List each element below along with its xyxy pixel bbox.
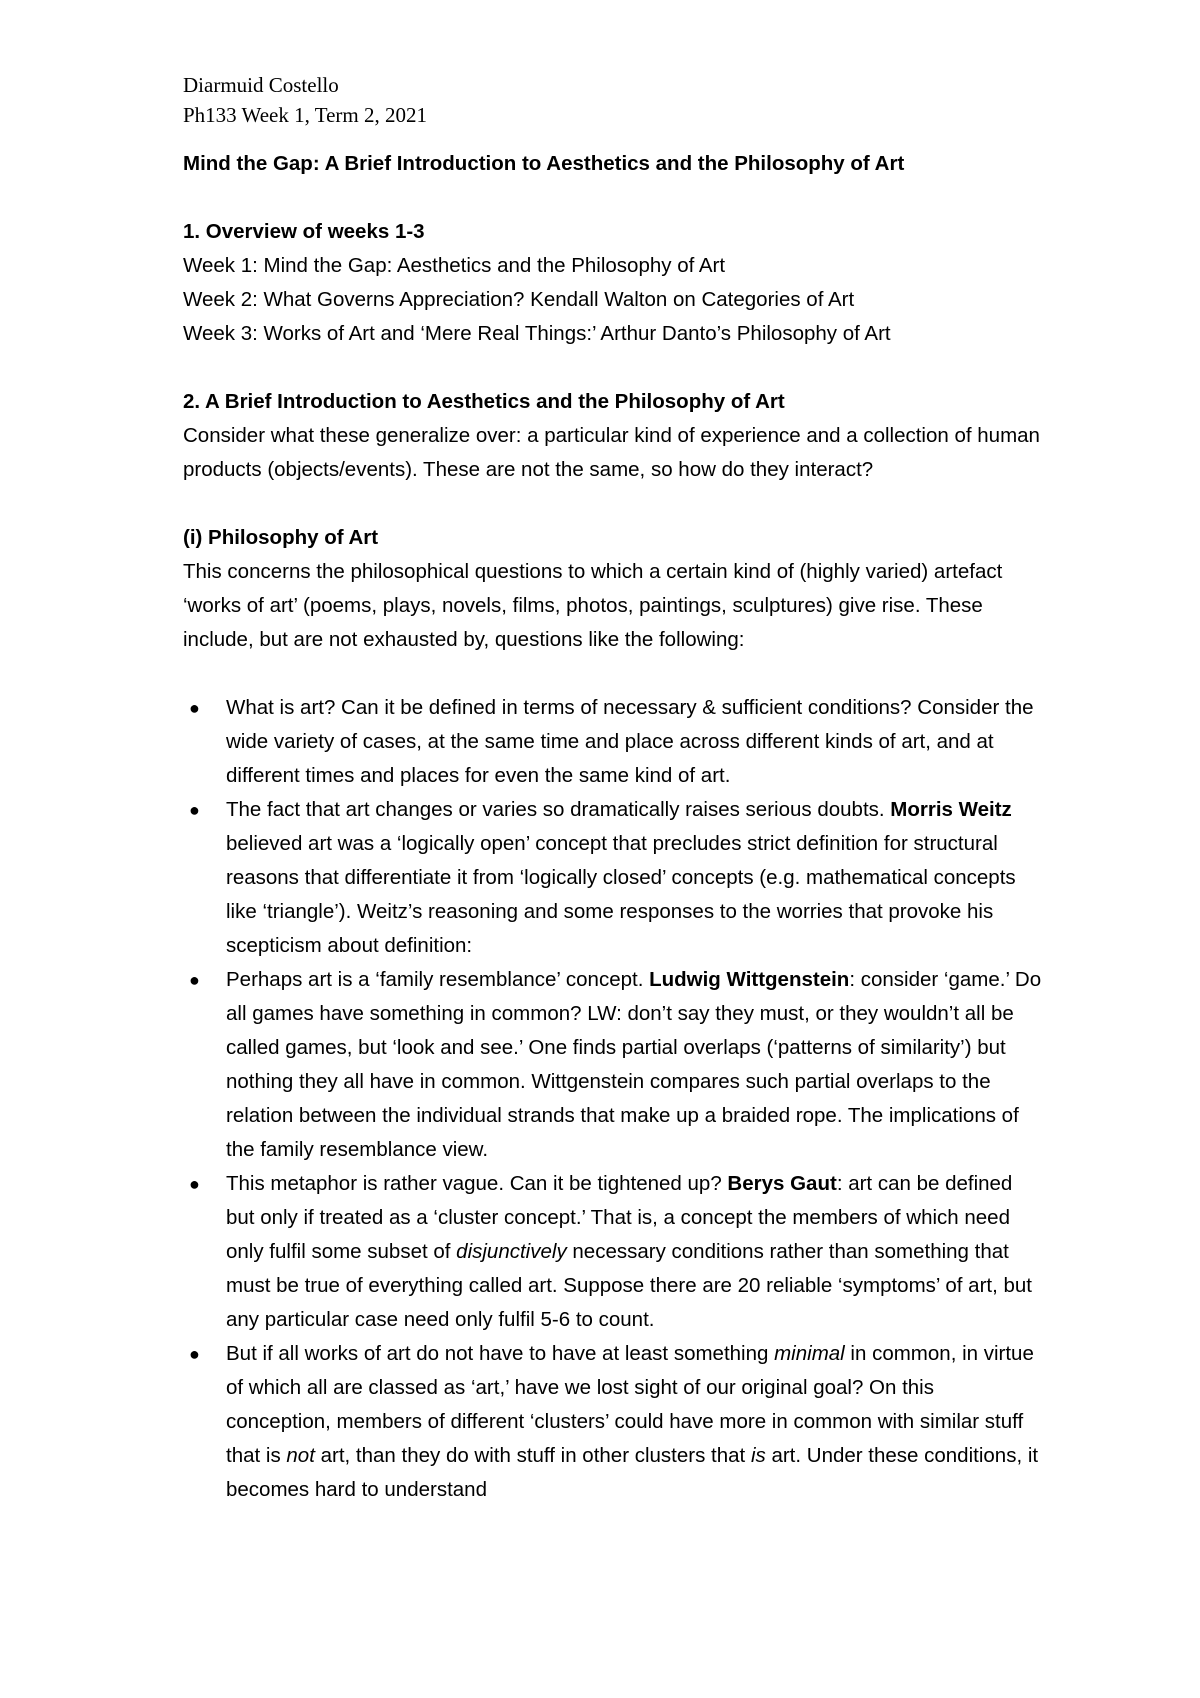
bullet-text: What is art? Can it be defined in terms of necessary & sufficient conditions? Consider the wide variety of cases, at the same time and place across different kinds of art, and at different times and places for even the same kind of art.: [226, 696, 1034, 787]
philosopher-name: Morris Weitz: [890, 798, 1012, 821]
intro-heading: 2. A Brief Introduction to Aesthetics and the Philosophy of Art: [183, 390, 785, 413]
document-content: [183, 70, 1043, 1507]
course-info: Ph133 Week 1, Term 2, 2021: [183, 103, 427, 127]
bullet-text: art. Under these conditions, it becomes hard to understand: [226, 1444, 1039, 1501]
bullet-text: : consider ‘game.’ Do all games have something in common? LW: don’t say they must, or they wouldn’t all be called games, but ‘look and see.’ One finds partial overlaps (‘patterns of similarity’) but nothing they all have in common. Wittgenstein compares such partial overlaps to the relation between the individual strands that make up a braided rope. The implications of the family resemblance view.: [226, 968, 1042, 1161]
philosophy-of-art-section: [183, 521, 1043, 657]
bullet-icon: ●: [189, 698, 200, 718]
bullet-text: Perhaps art is a ‘family resemblance’ concept.: [226, 968, 650, 991]
bullet-text: : art can be defined but only if treated as a ‘cluster concept.’ That is, a concept the members of which need only fulfil some subset of: [226, 1172, 1013, 1263]
philosophy-of-art-heading: (i) Philosophy of Art: [183, 526, 379, 549]
list-item: [183, 1167, 1043, 1337]
bullet-text: art, than they do with stuff in other clusters that: [314, 1444, 751, 1467]
questions-list: [183, 691, 1043, 1507]
list-item: [183, 1337, 1043, 1507]
bullet-text: The fact that art changes or varies so dramatically raises serious doubts.: [226, 798, 891, 821]
list-item: [183, 963, 1043, 1167]
list-item: [183, 793, 1043, 963]
bullet-text: believed art was a ‘logically open’ concept that precludes strict definition for structural reasons that differentiate it from ‘logically closed’ concepts (e.g. mathematical concepts like ‘triangle’). Weitz’s reasoning and some responses to the worries that provoke his scepticism about definition:: [226, 832, 1016, 957]
author-name: Diarmuid Costello: [183, 73, 339, 97]
intro-paragraph: Consider what these generalize over: a particular kind of experience and a collection of human products (objects/events). These are not the same, so how do they interact?: [183, 424, 1040, 481]
bullet-icon: ●: [189, 1174, 200, 1194]
week-3-line: Week 3: Works of Art and ‘Mere Real Things:’ Arthur Danto’s Philosophy of Art: [183, 322, 891, 345]
philosophy-of-art-paragraph: This concerns the philosophical questions to which a certain kind of (highly varied) artefact ‘works of art’ (poems, plays, novels, films, photos, paintings, sculptures) give rise. These include, but are not exhausted by, questions like the following:: [183, 560, 1003, 651]
week-2-line: Week 2: What Governs Appreciation? Kendall Walton on Categories of Art: [183, 288, 855, 311]
bullet-icon: ●: [189, 800, 200, 820]
intro-section: [183, 385, 1043, 487]
philosopher-name: Ludwig Wittgenstein: [649, 968, 850, 991]
bullet-icon: ●: [189, 1344, 200, 1364]
emphasis-text: minimal: [774, 1342, 845, 1365]
document-title: Mind the Gap: A Brief Introduction to Aesthetics and the Philosophy of Art: [183, 152, 905, 175]
emphasis-text: disjunctively: [456, 1240, 567, 1263]
list-item: [183, 691, 1043, 793]
overview-section: [183, 215, 1043, 351]
overview-heading: 1. Overview of weeks 1-3: [183, 220, 425, 243]
bullet-icon: ●: [189, 970, 200, 990]
bullet-text: in common, in virtue of which all are classed as ‘art,’ have we lost sight of our original goal? On this conception, members of different ‘clusters’ could have more in common with similar stuff that is: [226, 1342, 1034, 1467]
philosopher-name: Berys Gaut: [727, 1172, 837, 1195]
bullet-text: But if all works of art do not have to have at least something: [226, 1342, 775, 1365]
week-1-line: Week 1: Mind the Gap: Aesthetics and the Philosophy of Art: [183, 254, 726, 277]
bullet-text: This metaphor is rather vague. Can it be tightened up?: [226, 1172, 728, 1195]
emphasis-text: not: [286, 1444, 315, 1467]
bullet-text: necessary conditions rather than something that must be true of everything called art. Suppose there are 20 reliable ‘symptoms’ of art, but any particular case need only fulfil 5-6 to count.: [226, 1240, 1032, 1331]
emphasis-text: is: [750, 1444, 766, 1467]
